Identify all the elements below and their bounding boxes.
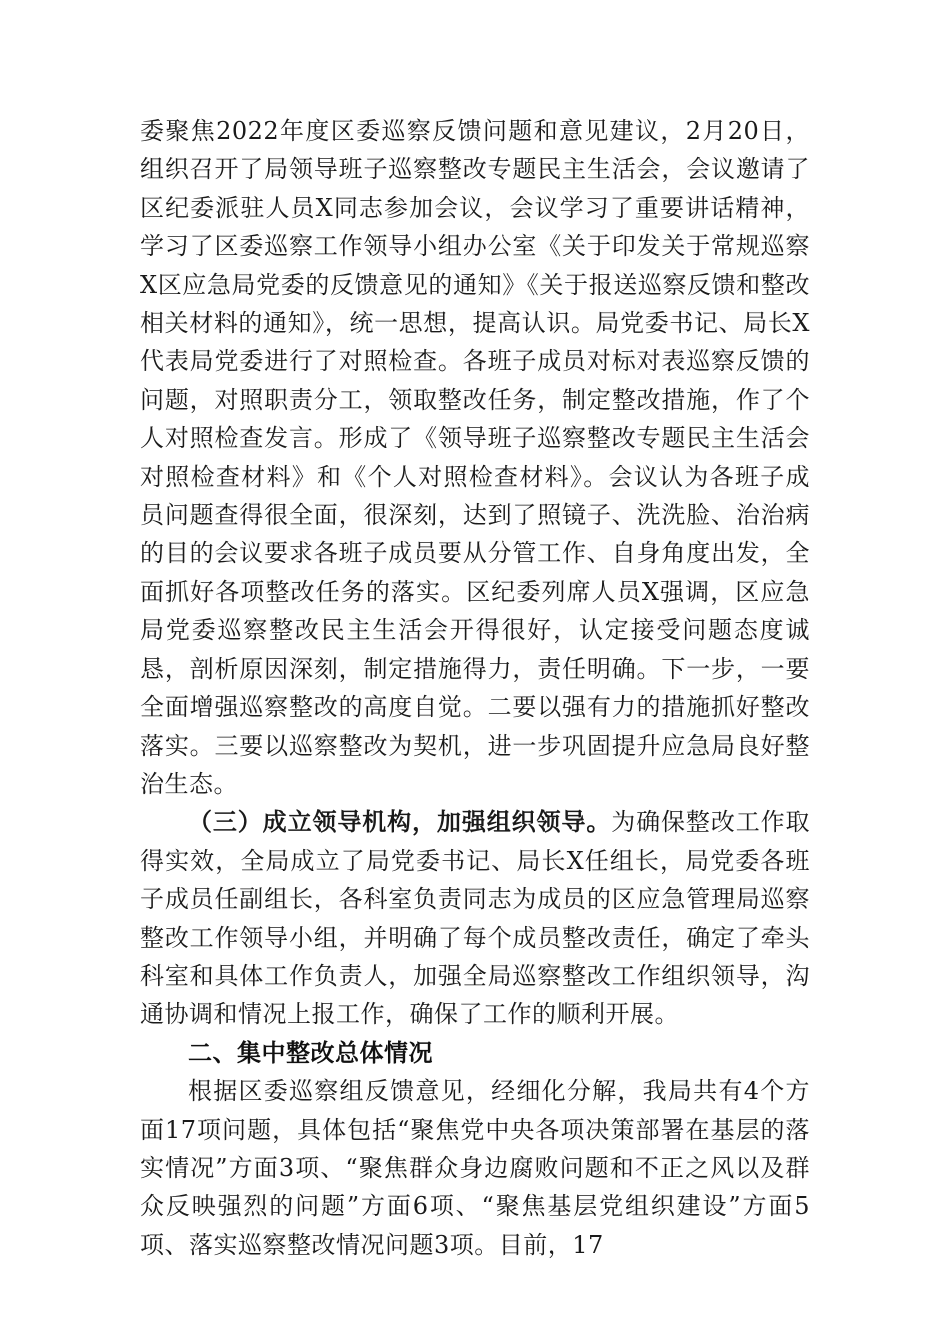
paragraph-body-text: 为确保整改工作取得实效，全局成立了局党委书记、局长X任组长，局党委各班子成员任副组长，各科室负责同志为成员的区应急管理局巡察整改工作领导小组，并明确了每个成员整改责任，确定了牵头科室和具体工作负责人，加强全局巡察整改工作组织领导，沟通协调和情况上报工作，确保了工作的顺利开展。 (140, 808, 811, 1029)
paragraph-continued: 委聚焦2022年度区委巡察反馈问题和意见建议，2月20日，组织召开了局领导班子巡察整改专题民主生活会，会议邀请了区纪委派驻人员X同志参加会议，会议学习了重要讲话精神，学习了区委巡察工作领导小组办公室《关于印发关于常规巡察X区应急局党委的反馈意见的通知》《关于报送巡察反馈和整改相关材料的通知》，统一思想，提高认识。局党委书记、局长X代表局党委进行了对照检查。各班子成员对标对表巡察反馈的问题，对照职责分工，领取整改任务，制定整改措施，作了个人对照检查发言。形成了《领导班子巡察整改专题民主生活会对照检查材料》和《个人对照检查材料》。会议认为各班子成员问题查得很全面，很深刻，达到了照镜子、洗洗脸、治治病的目的会议要求各班子成员要从分管工作、自身角度出发，全面抓好各项整改任务的落实。区纪委列席人员X强调，区应急局党委巡察整改民主生活会开得很好，认定接受问题态度诚恳，剖析原因深刻，制定措施得力，责任明确。下一步，一要全面增强巡察整改的高度自觉。二要以强有力的措施抓好整改落实。三要以巡察整改为契机，进一步巩固提升应急局良好整治生态。 (140, 117, 810, 798)
document-body (140, 112, 810, 1264)
section-heading: 二、集中整改总体情况 (188, 1038, 433, 1067)
paragraph-leadership-organization (140, 803, 810, 1033)
paragraph-overall-situation: 根据区委巡察组反馈意见，经细化分解，我局共有4个方面17项问题，具体包括“聚焦党中央各项决策部署在基层的落实情况”方面3项、“聚焦群众身边腐败问题和不正之风以及群众反映强烈的问题”方面6项、“聚焦基层党组织建设”方面5项、落实巡察整改情况问题3项。目前，17 (140, 1077, 810, 1259)
paragraph-lead-heading: （三）成立领导机构，加强组织领导。 (188, 807, 612, 837)
